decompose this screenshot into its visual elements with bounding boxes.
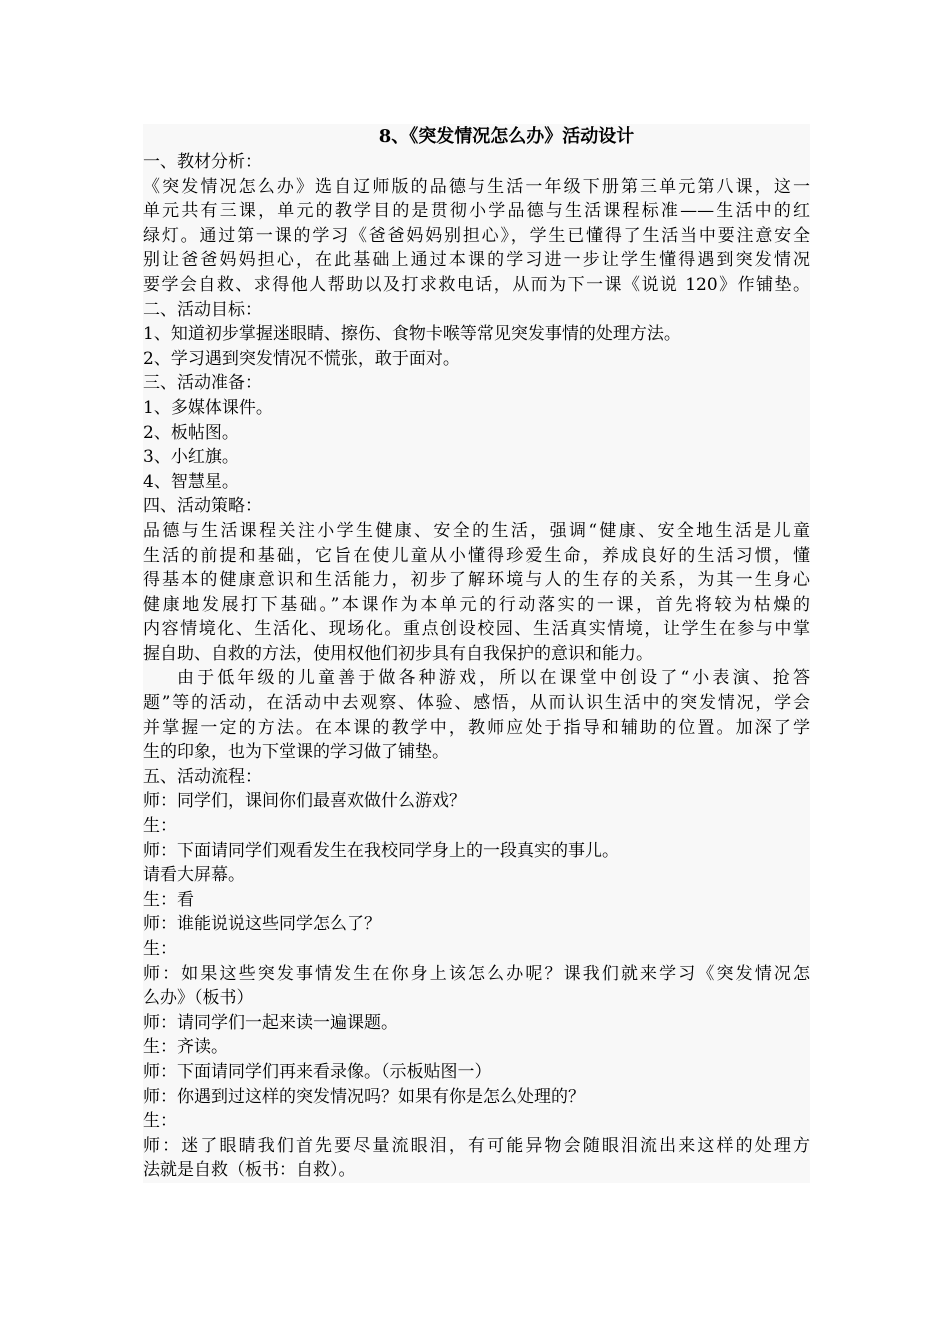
text-line: 1、知道初步掌握迷眼睛、擦伤、食物卡喉等常见突发事情的处理方法。 (143, 324, 681, 345)
text-line: 生：齐读。 (143, 1037, 228, 1058)
text-line: 生： (143, 816, 177, 837)
text-line: 师：下面请同学们观看发生在我校同学身上的一段真实的事儿。 (143, 840, 619, 861)
text-line: 2、学习遇到突发情况不慌张，敢于面对。 (143, 348, 460, 369)
text-line: 三、活动准备： (143, 373, 262, 394)
text-line: 得基本的健康意识和生活能力，初步了解环境与人的生存的关系，为其一生身心 (143, 570, 810, 591)
text-line: 别让爸爸妈妈担心，在此基础上通过本课的学习进一步让学生懂得遇到突发情况 (143, 250, 810, 271)
text-line: 师：谁能说说这些同学怎么了？ (143, 914, 381, 935)
text-line: 生： (143, 1111, 177, 1132)
text-line: 并掌握一定的方法。在本课的教学中，教师应处于指导和辅助的位置。加深了学 (143, 717, 810, 738)
text-line: 2、板帖图。 (143, 422, 239, 443)
text-line: 二、活动目标： (143, 299, 262, 320)
text-line: 由于低年级的儿童善于做各种游戏，所以在课堂中创设了“小表演、抢答 (177, 668, 810, 689)
document-title: 8、《突发情况怎么办》活动设计 (378, 126, 635, 147)
text-line: 《突发情况怎么办》选自辽师版的品德与生活一年级下册第三单元第八课，这一 (143, 176, 810, 197)
text-line: 生的印象，也为下堂课的学习做了铺垫。 (143, 742, 449, 763)
text-line: 握自助、自救的方法，使用权他们初步具有自我保护的意识和能力。 (143, 643, 653, 664)
text-line: 么办》（板书） (143, 988, 254, 1009)
text-line: 五、活动流程： (143, 766, 262, 787)
text-line: 4、智慧星。 (143, 471, 239, 492)
text-line: 绿灯。通过第一课的学习《爸爸妈妈别担心》，学生已懂得了生活当中要注意安全 (143, 225, 810, 246)
text-line: 请看大屏幕。 (143, 865, 245, 886)
text-line: 一、教材分析： (143, 152, 262, 172)
text-line: 单元共有三课，单元的教学目的是贯彻小学品德与生活课程标准——生活中的红 (143, 201, 810, 222)
text-line: 内容情境化、生活化、现场化。重点创设校园、生活真实情境，让学生在参与中掌 (143, 619, 810, 640)
text-line: 师：同学们，课间你们最喜欢做什么游戏？ (143, 791, 466, 812)
text-line: 师：迷了眼睛我们首先要尽量流眼泪，有可能异物会随眼泪流出来这样的处理方 (143, 1135, 810, 1156)
document-lines (143, 150, 810, 1183)
text-line: 生：看 (143, 889, 194, 910)
text-line: 3、小红旗。 (143, 447, 239, 468)
text-line: 法就是自救（板书：自救）。 (143, 1160, 356, 1181)
text-line: 师：你遇到过这样的突发情况吗？如果有你是怎么处理的？ (143, 1086, 585, 1107)
text-line: 题”等的活动，在活动中去观察、体验、感悟，从而认识生活中的突发情况，学会 (143, 693, 810, 714)
text-line: 健康地发展打下基础。”本课作为本单元的行动落实的一课，首先将较为枯燥的 (143, 594, 810, 615)
text-line: 1、多媒体课件。 (143, 397, 273, 418)
text-line: 师：如果这些突发事情发生在你身上该怎么办呢？课我们就来学习《突发情况怎 (143, 963, 810, 984)
text-line: 品德与生活课程关注小学生健康、安全的生活，强调“健康、安全地生活是儿童 (143, 520, 810, 541)
text-line: 四、活动策略： (143, 496, 262, 517)
text-line: 要学会自救、求得他人帮助以及打求救电话，从而为下一课《说说 120》作铺垫。 (143, 274, 810, 295)
document-body (143, 124, 810, 1183)
text-line: 生： (143, 939, 177, 959)
text-line: 生活的前提和基础，它旨在使儿童从小懂得珍爱生命，养成良好的生活习惯，懂 (143, 545, 810, 566)
text-line: 师：请同学们一起来读一遍课题。 (143, 1012, 398, 1033)
text-line: 师：下面请同学们再来看录像。（示板贴图一） (143, 1061, 492, 1082)
